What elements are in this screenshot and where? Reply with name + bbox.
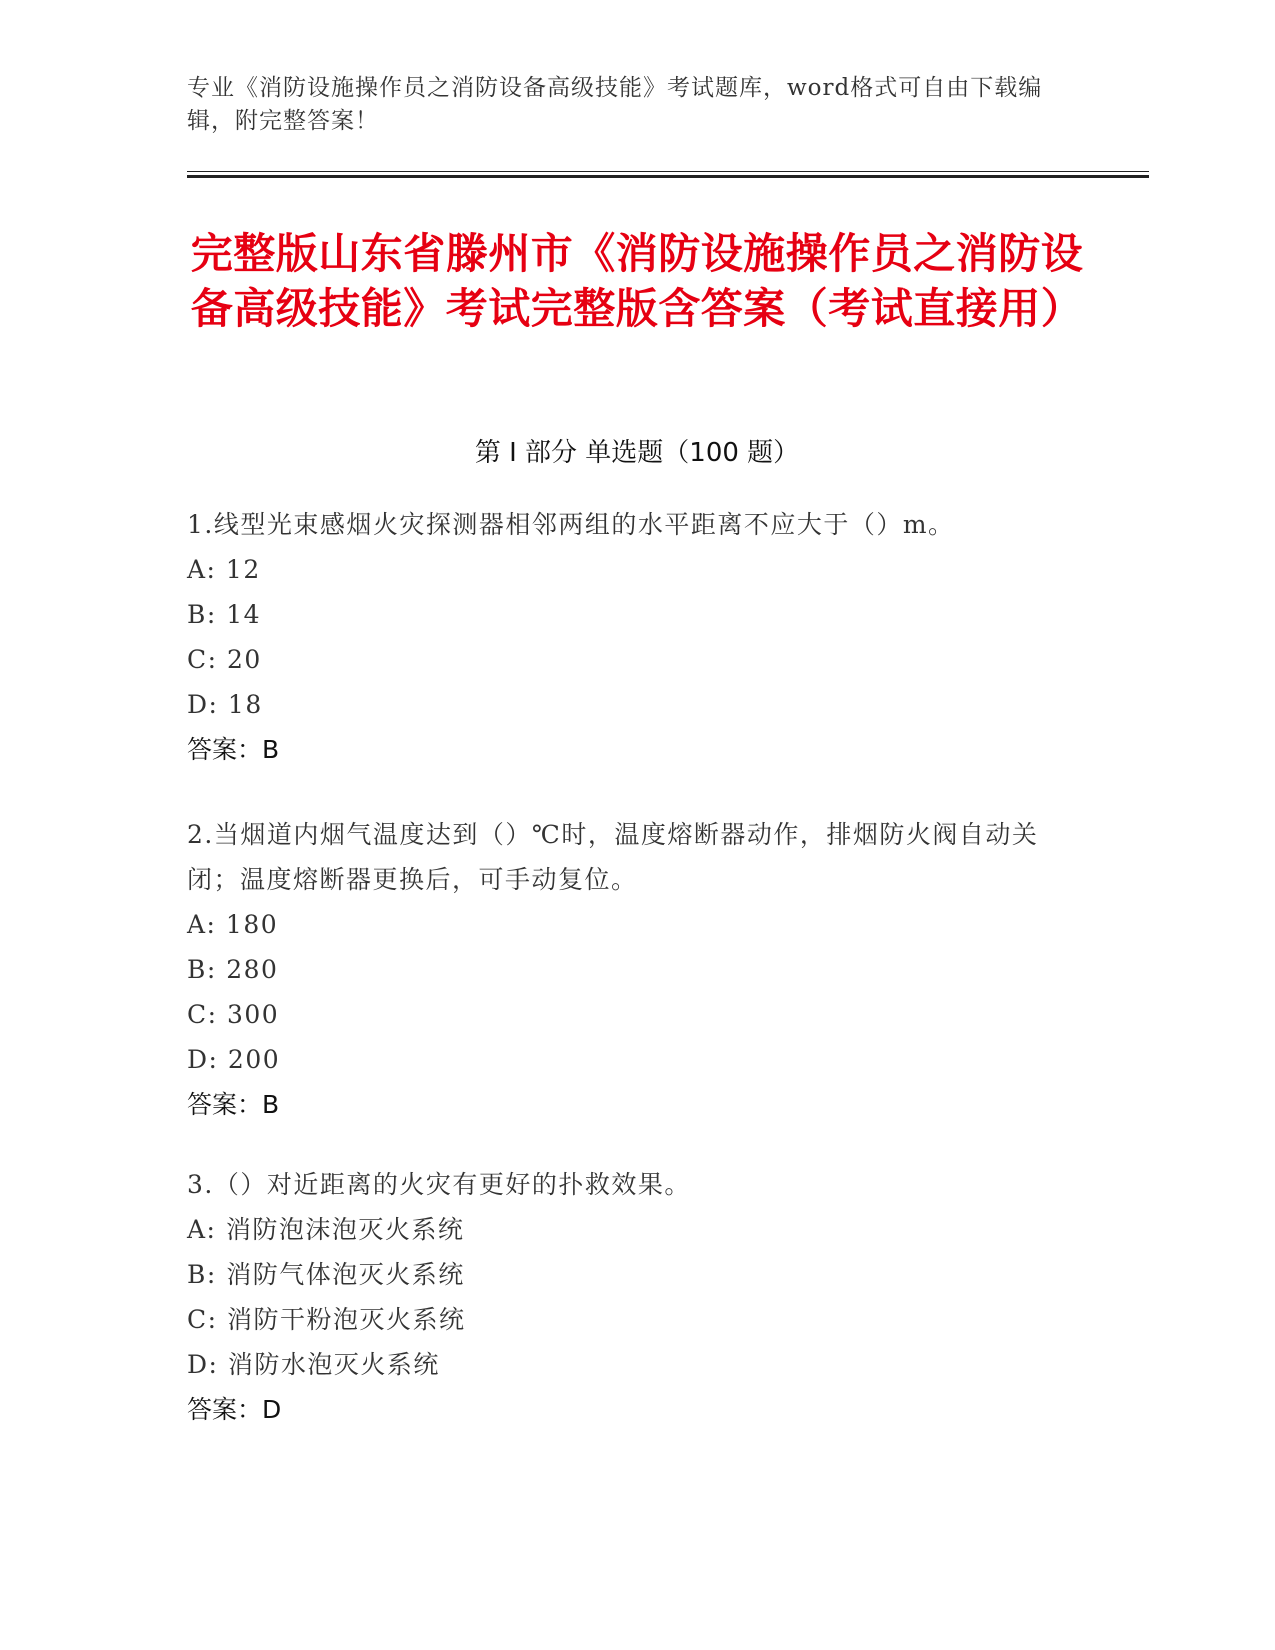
- option-d: D: 18: [187, 690, 263, 719]
- question-2: [187, 812, 1067, 1127]
- header-divider-thick: [187, 175, 1149, 178]
- question-3: [187, 1162, 1067, 1432]
- option-c: C: 消防干粉泡灭火系统: [187, 1305, 466, 1334]
- option-a: A: 180: [187, 910, 279, 939]
- option-a: A: 12: [187, 555, 261, 584]
- answer: 答案：B: [187, 1090, 280, 1119]
- section-heading: 第 I 部分 单选题（100 题）: [474, 438, 800, 468]
- option-b: B: 消防气体泡灭火系统: [187, 1260, 465, 1289]
- document-title: 完整版山东省滕州市《消防设施操作员之消防设备高级技能》考试完整版含答案（考试直接用）: [190, 229, 1084, 333]
- question-1: [187, 502, 1067, 772]
- answer: 答案：B: [187, 735, 280, 764]
- question-stem: 3.（）对近距离的火灾有更好的扑救效果。: [187, 1170, 691, 1199]
- question-stem: 2.当烟道内烟气温度达到（）℃时，温度熔断器动作，排烟防火阀自动关闭；温度熔断器更换后，可手动复位。: [187, 820, 1039, 894]
- option-a: A: 消防泡沫泡灭火系统: [187, 1215, 465, 1244]
- header-divider-thin: [187, 171, 1149, 172]
- option-c: C: 300: [187, 1000, 280, 1029]
- answer: 答案：D: [187, 1395, 282, 1424]
- question-stem: 1.线型光束感烟火灾探测器相邻两组的水平距离不应大于（）m。: [187, 510, 955, 539]
- option-d: D: 消防水泡灭火系统: [187, 1350, 440, 1379]
- option-c: C: 20: [187, 645, 262, 674]
- header-note: 专业《消防设施操作员之消防设备高级技能》考试题库，word格式可自由下载编辑，附完整答案！: [187, 75, 1043, 134]
- option-d: D: 200: [187, 1045, 281, 1074]
- option-b: B: 280: [187, 955, 279, 984]
- option-b: B: 14: [187, 600, 262, 629]
